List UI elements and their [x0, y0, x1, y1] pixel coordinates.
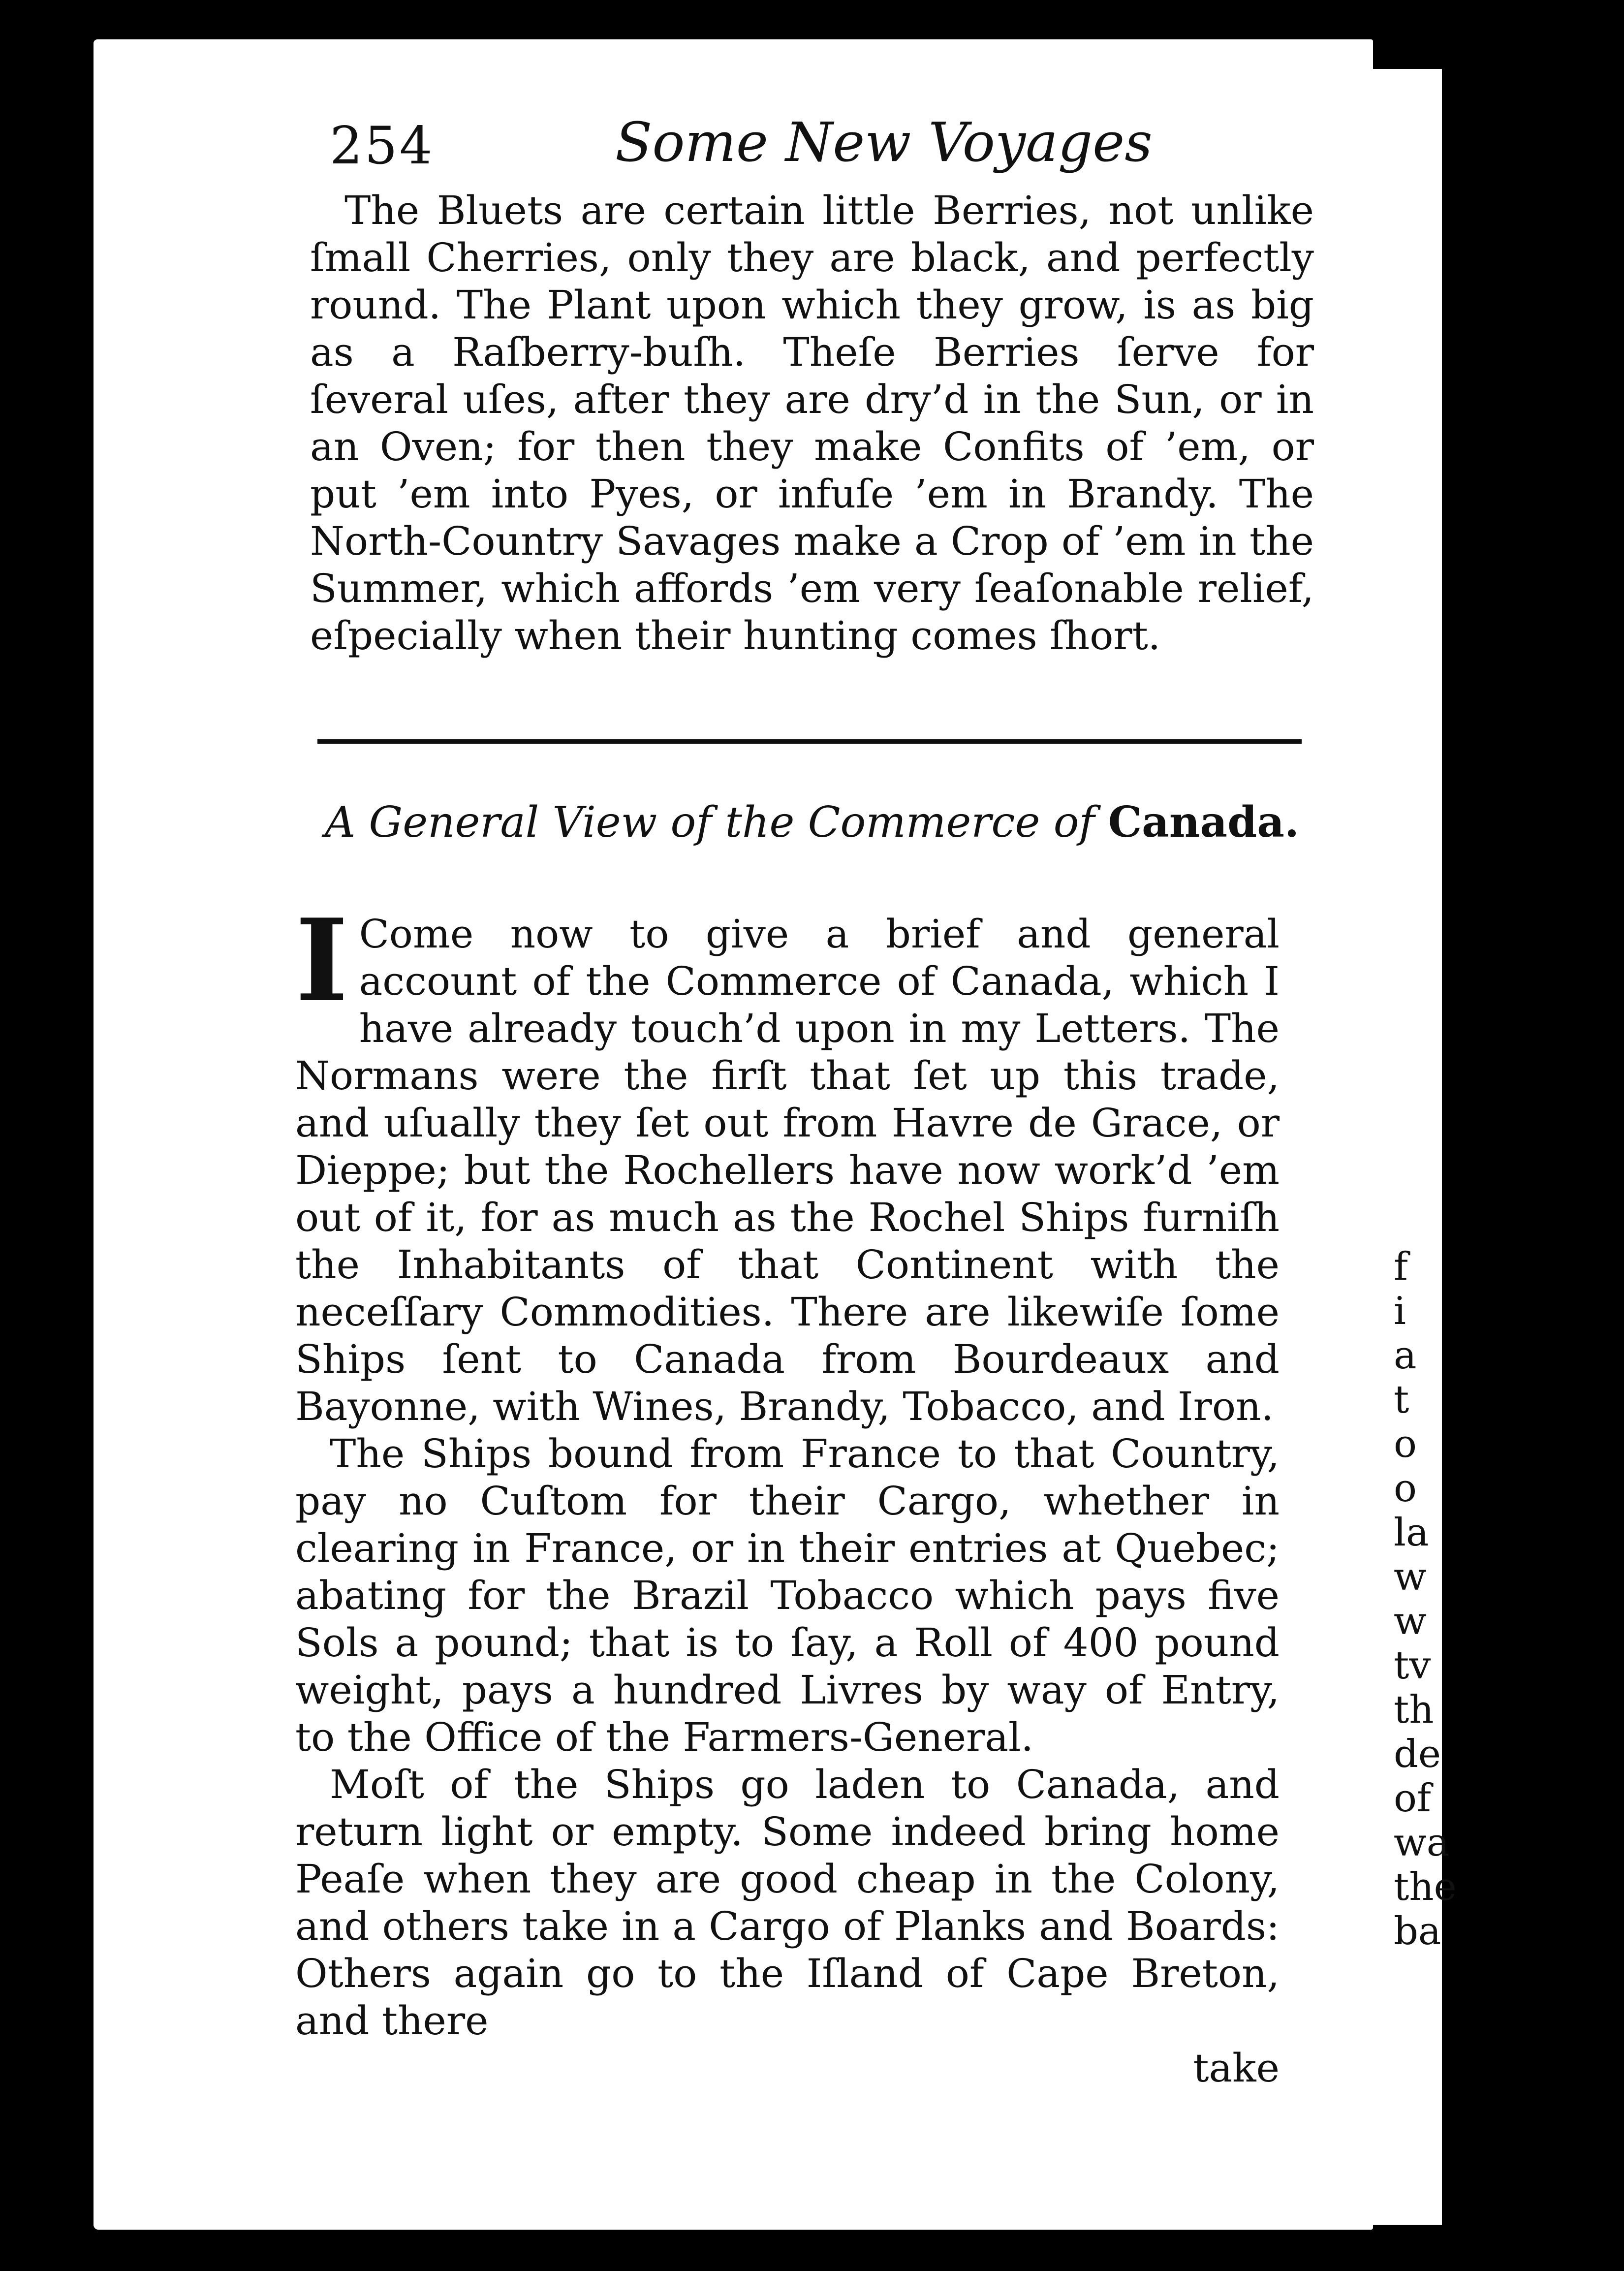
commerce-paragraph-3: Moſt of the Ships go laden to Canada, and return light or empty. Some indeed bring home Peaſe when they are good cheap in the Colony, and others take in a Cargo of Planks and Boards: Others again go to the Iſland of Cape Breton, and there [295, 1762, 1280, 2044]
facing-letter: i [1394, 1289, 1406, 1333]
facing-letter: o [1394, 1422, 1417, 1466]
facing-letter: la [1394, 1511, 1429, 1555]
paragraph-1-text: Come now to give a brief and general account of the Commerce of Canada, which I have already touch’d upon in my Letters. The Normans were the firſt that ſet up this trade, and uſually they ſet out from Havre de Grace, or Dieppe; but the Rochellers have now work’d ’em out of it, for as much as the Rochel Ships furniſh the Inhabitants of that Continent with the neceſſary Commodities. There are likewiſe ſome Ships ſent to Canada from Bourdeaux and Bayonne, with Wines, Brandy, Tobacco, and Iron. [295, 911, 1280, 1429]
facing-page-edge [1358, 69, 1457, 2225]
running-title: Some New Voyages [615, 111, 1153, 174]
section-title-italic: A General View of the Commerce of [325, 798, 1095, 847]
facing-letter: o [1394, 1466, 1417, 1511]
catchword: take [1193, 2045, 1280, 2091]
facing-letter: f [1394, 1245, 1408, 1289]
page-number: 254 [330, 116, 435, 176]
facing-letter: de [1394, 1732, 1441, 1776]
facing-letter: t [1394, 1378, 1409, 1422]
bluets-paragraph: The Bluets are certain little Berries, not unlike ſmall Cherries, only they are black, and perfectly round. The Plant upon which they grow, is as big as a Raſberry-buſh. Theſe Berries ſerve for ſeveral uſes, after they are dry’d in the Sun, or in an Oven; for then they make Confits of ’em, or put ’em into Pyes, or infuſe ’em in Brandy. The North-Country Savages make a Crop of ’em in the Summer, which affords ’em very ſeaſonable relief, eſpecially when their hunting comes ſhort. [310, 188, 1314, 659]
commerce-paragraph-1 [295, 894, 1280, 1430]
commerce-paragraph-2: The Ships bound from France to that Country, pay no Cuſtom for their Cargo, whether in clearing in France, or in their entries at Quebec; abating for the Brazil Tobacco which pays five Sols a pound; that is to ſay, a Roll of 400 pound weight, pays a hundred Livres by way of Entry, to the Office of the Farmers-General. [295, 1431, 1280, 1760]
facing-letter: tv [1394, 1643, 1431, 1688]
catchword-line [295, 2045, 1280, 2092]
facing-letter: the [1394, 1865, 1457, 1909]
section-divider [317, 739, 1302, 744]
facing-letter: th [1394, 1688, 1434, 1732]
section-title [0, 797, 1624, 847]
facing-letter: wa [1394, 1821, 1450, 1865]
commerce-text-block [295, 894, 1280, 2092]
facing-letter: w [1394, 1599, 1427, 1643]
facing-letter: ba [1394, 1909, 1441, 1954]
drop-cap: I [295, 894, 348, 1027]
facing-letter: w [1394, 1555, 1427, 1599]
top-text-block [310, 187, 1314, 660]
facing-letter: a [1394, 1333, 1417, 1378]
section-title-roman: Canada. [1108, 797, 1299, 847]
facing-letter: of [1394, 1776, 1431, 1821]
